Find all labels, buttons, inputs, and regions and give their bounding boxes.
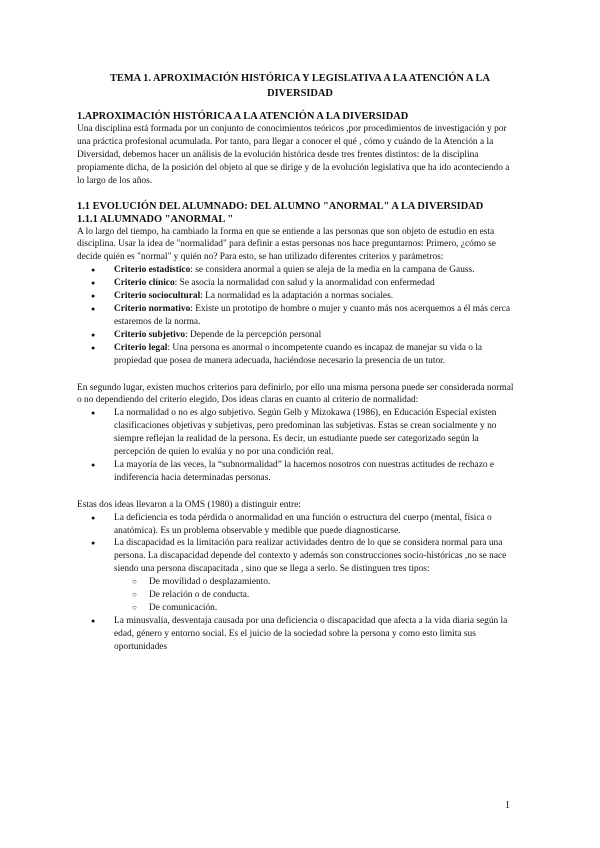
criterion-term: Criterio clínico [114,278,175,289]
list-item [77,290,514,303]
criterion-text: : Una persona es anormal o incompetente cuando es incapaz de manejar su vida o la propiedad que posea de manera adecuada, haciéndose necesario la presencia de un tutor. [114,342,483,366]
list-item: ● La mayoría de las veces, la “subnormalidad” la hacemos nosotros con nuestras actitudes de rechazo e indiferencia hacia determinadas personas. [77,459,514,485]
oms-paragraph: Estas dos ideas llevaron a la OMS (1980) a distinguir entre: [77,499,301,510]
criterion-text: : Se asocia la normalidad con salud y la anormalidad con enfermedad [174,278,435,289]
list-item: ○ De movilidad o desplazamiento. [77,576,514,589]
criterion-term: Criterio normativo [114,303,191,314]
list-item: ○ De relación o de conducta. [77,589,514,602]
discapacidad-types-list [77,576,514,615]
list-item [77,303,514,329]
ideas-list [77,407,514,484]
criterion-text: : Depende de la percepción personal [185,329,322,340]
criterion-term: Criterio legal [114,342,168,353]
document-body [77,110,514,654]
oms-list [77,512,514,654]
section-1-paragraph: Una disciplina está formada por un conjunto de conocimientos teóricos ,por procedimientos de investigación y por una práctica profesional acumulada. Por tanto, para llegar a conocer el qué , cómo y cuándo de la Atención a la Diversidad, debemos hacer un análisis de la evolución histórica desde tres frentes distintos: de la disciplina propiamente dicha, de la posición del objeto al que se dirige y de la evolución legislativa que ha ido aconteciendo a lo largo de los años. [77,124,510,186]
list-item [77,537,514,614]
page-number: 1 [505,800,510,811]
document-title: TEMA 1. APROXIMACIÓN HISTÓRICA Y LEGISLATIVA A LA ATENCIÓN A LA DIVERSIDAD [109,73,490,99]
criteria-list [77,264,514,367]
list-item: ○ De comunicación. [77,602,514,615]
list-item: ● La minusvalía, desventaja causada por una deficiencia o discapacidad que afecta a la vida diaria según la edad, género y entorno social. Es el juicio de la sociedad sobre la persona y como esto limita sus oportunidades [77,615,514,654]
list-item: ● La deficiencia es toda pérdida o anormalidad en una función o estructura del cuerpo (mental, física o anatómica). Es un problema observable y medible que puede diagnosticarse. [77,512,514,538]
list-item [77,342,514,368]
criterion-text: : se considera anormal a quien se aleja de la media en la campana de Gauss. [190,265,475,276]
section-1-heading: 1.APROXIMACIÓN HISTÓRICA A LA ATENCIÓN A LA DIVERSIDAD [77,111,409,122]
normality-paragraph: En segundo lugar, existen muchos criterios para definirlo, por ello una misma persona puede ser considerada normal o no dependiendo del criterio elegido, Dos ideas claras en cuanto al criterio de normalidad: [77,382,514,406]
criterion-term: Criterio subjetivo [114,329,186,340]
section-1-1-heading: 1.1 EVOLUCIÓN DEL ALUMNADO: DEL ALUMNO "ANORMAL" A LA DIVERSIDAD [77,200,484,212]
discapacidad-text: La discapacidad es la limitación para realizar actividades dentro de lo que se considera normal para una persona. La discapacidad depende del contexto y además son construcciones socio-históricas ,no se nace siendo una persona discapacitada , sino que se llega a serlo. Se distinguen tres tipos: [114,538,507,575]
list-item [77,277,514,290]
list-item [77,329,514,342]
criteria-intro: A lo largo del tiempo, ha cambiado la forma en que se entiende a las personas que son objeto de estudio en esta disciplina. Usar la idea de "normalidad" para definir a estas personas nos hace preguntarnos: Primero, ¿cómo se decide quién es "normal" y quién no? Para esto, se han utilizado diferentes criterios y parámetros: [77,226,496,263]
criterion-term: Criterio sociocultural [114,291,201,302]
section-1-1-1-heading: 1.1.1 ALUMNADO "ANORMAL " [77,213,234,225]
criterion-text: : Existe un prototipo de hombre o mujer y cuanto más nos acerquemos a él más cerca estaremos de la norma. [114,303,510,327]
criterion-text: : La normalidad es la adaptación a normas sociales. [200,291,394,302]
list-item [77,264,514,277]
list-item: ● La normalidad o no es algo subjetivo. Según Gelb y Mizokawa (1986), en Educación Especial existen clasificaciones objetivas y subjetivas, pero predominan las subjetivas. Estas se crean socialmente y no siempre reflejan la realidad de la persona. Es decir, un estudiante puede ser categorizado según la percepción de quien lo evalúa y no por una condición real. [77,407,514,459]
criterion-term: Criterio estadístico [114,265,191,276]
